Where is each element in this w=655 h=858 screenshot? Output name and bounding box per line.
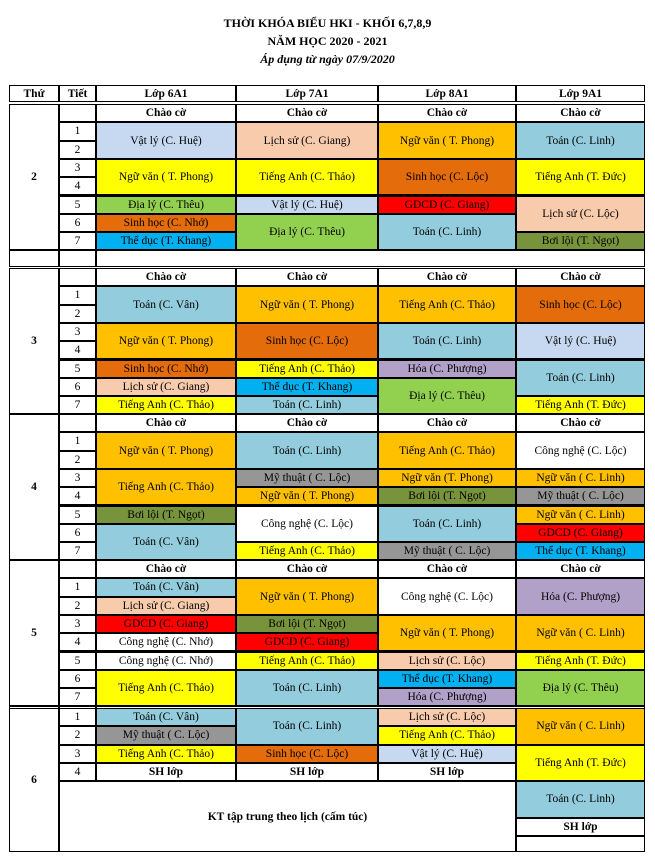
subject-cell: GDCD (C. Giang) <box>378 196 516 214</box>
period-number: 2 <box>59 451 96 469</box>
subject-cell: Địa lý (C. Thêu) <box>378 378 516 415</box>
subject-cell: Công nghệ (C. Lộc) <box>236 506 378 543</box>
subject-cell: Ngữ văn ( T. Phong) <box>236 487 378 505</box>
subject-cell: Thể dục (T. Khang) <box>516 542 645 560</box>
subject-cell: Vật lý (C. Huệ) <box>96 122 236 159</box>
subject-cell: Ngữ văn ( C. Linh) <box>516 615 645 652</box>
period-number: 1 <box>59 578 96 596</box>
spacer-cell <box>59 250 96 267</box>
salute-cell: Chào cờ <box>236 104 378 122</box>
period-cell <box>59 268 96 286</box>
subject-cell: GDCD (C. Giang) <box>236 633 378 651</box>
subject-cell: Ngữ văn ( T. Phong) <box>96 432 236 469</box>
period-number: 4 <box>59 487 96 505</box>
subject-cell: Toán (C. Linh) <box>236 708 378 745</box>
subject-cell: Mỹ thuật ( C. Lộc) <box>236 469 378 487</box>
period-number: 1 <box>59 122 96 140</box>
subject-cell: Lịch sử (C. Lộc) <box>378 708 516 726</box>
salute-cell: Chào cờ <box>516 414 645 432</box>
subject-cell: Toán (C. Vân) <box>96 708 236 726</box>
period-number: 6 <box>59 670 96 688</box>
period-number: 1 <box>59 286 96 304</box>
subject-cell: Tiếng Anh (C. Thảo) <box>96 469 236 506</box>
period-number: 5 <box>59 506 96 524</box>
subject-cell: Sinh học (C. Lộc) <box>516 286 645 323</box>
subject-cell: Toán (C. Linh) <box>236 396 378 414</box>
subject-cell: Thể dục (T. Khang) <box>378 670 516 688</box>
subject-cell: Ngữ văn (T. Phong) <box>378 469 516 487</box>
subject-cell: Mỹ thuật ( C. Lộc) <box>516 487 645 505</box>
subject-cell: Tiếng Anh (T. Đức) <box>516 159 645 196</box>
period-number: 6 <box>59 214 96 232</box>
period-number: 3 <box>59 615 96 633</box>
day-label: 3 <box>9 268 59 414</box>
subject-cell: Ngữ văn ( C. Linh) <box>516 469 645 487</box>
period-number: 5 <box>59 652 96 670</box>
subject-cell: Tiếng Anh (C. Thảo) <box>96 745 236 763</box>
subject-cell: Mỹ thuật ( C. Lộc) <box>96 726 236 744</box>
subject-cell: Tiếng Anh (C. Thảo) <box>378 286 516 323</box>
subject-cell: Toán (C. Vân) <box>96 578 236 596</box>
spacer-cell <box>516 836 645 852</box>
subject-cell: Hóa (C. Phượng) <box>378 688 516 706</box>
salute-cell: Chào cờ <box>236 560 378 578</box>
subject-cell: Lịch sử (C. Giang) <box>96 378 236 396</box>
period-number: 7 <box>59 688 96 706</box>
school-year: NĂM HỌC 2020 - 2021 <box>267 34 388 48</box>
salute-cell: Chào cờ <box>378 104 516 122</box>
period-number: 7 <box>59 396 96 414</box>
salute-cell: Chào cờ <box>96 104 236 122</box>
subject-cell: Vật lý (C. Huệ) <box>378 745 516 763</box>
subject-cell: Tiếng Anh (C. Thảo) <box>378 432 516 469</box>
period-number: 6 <box>59 524 96 542</box>
salute-cell: Chào cờ <box>378 414 516 432</box>
subject-cell: Bơi lội (T. Ngọt) <box>96 506 236 524</box>
subject-cell: Toán (C. Linh) <box>236 432 378 469</box>
subject-cell: GDCD (C. Giang) <box>96 615 236 633</box>
subject-cell: Ngữ văn ( T. Phong) <box>378 122 516 159</box>
header-class-7a1: Lớp 7A1 <box>236 85 378 102</box>
subject-cell: Ngữ văn ( T. Phong) <box>96 323 236 360</box>
salute-cell: Chào cờ <box>96 414 236 432</box>
subject-cell: Bơi lội (T. Ngọt) <box>516 232 645 250</box>
period-number: 4 <box>59 633 96 651</box>
period-cell <box>59 560 96 578</box>
subject-cell: Sinh học (C. Lộc) <box>236 323 378 360</box>
subject-cell: Toán (C. Linh) <box>378 214 516 251</box>
subject-cell: Toán (C. Linh) <box>516 781 645 818</box>
subject-cell: SH lớp <box>516 818 645 836</box>
header-period: Tiết <box>59 85 96 102</box>
subject-cell: Lịch sử (C. Giang) <box>236 122 378 159</box>
period-number: 3 <box>59 159 96 177</box>
header-class-9a1: Lớp 9A1 <box>516 85 645 102</box>
subject-cell: Sinh học (C. Nhớ) <box>96 360 236 378</box>
salute-cell: Chào cờ <box>96 560 236 578</box>
period-number: 3 <box>59 745 96 763</box>
period-number: 5 <box>59 196 96 214</box>
subject-cell: Tiếng Anh (T. Đức) <box>516 745 645 782</box>
subject-cell: Ngữ văn ( T. Phong) <box>378 615 516 652</box>
subject-cell: Tiếng Anh (C. Thảo) <box>378 726 516 744</box>
subject-cell: Toán (C. Vân) <box>96 524 236 561</box>
subject-cell: Lịch sử (C. Lộc) <box>378 652 516 670</box>
salute-cell: Chào cờ <box>236 268 378 286</box>
salute-cell: Chào cờ <box>378 268 516 286</box>
period-number: 7 <box>59 232 96 250</box>
period-number: 2 <box>59 726 96 744</box>
subject-cell: SH lớp <box>236 763 378 781</box>
salute-cell: Chào cờ <box>378 560 516 578</box>
subject-cell: Sinh học (C. Lộc) <box>236 745 378 763</box>
subject-cell: Toán (C. Linh) <box>378 323 516 360</box>
subject-cell: Hóa (C. Phượng) <box>378 360 516 378</box>
subject-cell: Sinh học (C. Lộc) <box>378 159 516 196</box>
subject-cell: Tiếng Anh (C. Thảo) <box>236 542 378 560</box>
period-number: 7 <box>59 542 96 560</box>
subject-cell: Lịch sử (C. Lộc) <box>516 196 645 233</box>
subject-cell: Ngữ văn ( C. Linh) <box>516 506 645 524</box>
subject-cell: Sinh học (C. Nhớ) <box>96 214 236 232</box>
subject-cell: Toán (C. Linh) <box>236 670 378 707</box>
subject-cell: Công nghệ (C. Nhớ) <box>96 652 236 670</box>
kt-note: KT tập trung theo lịch (cấm túc) <box>59 781 516 852</box>
subject-cell: Toán (C. Linh) <box>378 506 516 543</box>
salute-cell: Chào cờ <box>236 414 378 432</box>
subject-cell: Địa lý (C. Thêu) <box>236 214 378 251</box>
session-divider <box>59 651 645 653</box>
applied-date: Áp dụng từ ngày 07/9/2020 <box>260 52 395 66</box>
day-label: 5 <box>9 560 59 706</box>
salute-cell: Chào cờ <box>96 268 236 286</box>
period-number: 2 <box>59 597 96 615</box>
subject-cell: Vật lý (C. Huệ) <box>516 323 645 360</box>
subject-cell: Toán (C. Linh) <box>516 360 645 397</box>
session-divider <box>59 505 645 507</box>
period-number: 2 <box>59 141 96 159</box>
subject-cell: Tiếng Anh (C. Thảo) <box>236 159 378 196</box>
header-day: Thứ <box>9 85 59 102</box>
period-number: 1 <box>59 708 96 726</box>
period-cell <box>59 414 96 432</box>
subject-cell: Công nghệ (C. Lộc) <box>516 432 645 469</box>
period-number: 4 <box>59 341 96 359</box>
subject-cell: Thể dục (T. Khang) <box>236 378 378 396</box>
subject-cell: Mỹ thuật ( C. Lộc) <box>378 542 516 560</box>
session-divider <box>59 359 645 361</box>
subject-cell: Ngữ văn ( T. Phong) <box>236 578 378 615</box>
subject-cell: Tiếng Anh (C. Thảo) <box>236 360 378 378</box>
subject-cell: Tiếng Anh (C. Thảo) <box>96 396 236 414</box>
salute-cell: Chào cờ <box>516 560 645 578</box>
header-class-6a1: Lớp 6A1 <box>96 85 236 102</box>
salute-cell: Chào cờ <box>516 104 645 122</box>
subject-cell: Toán (C. Linh) <box>516 122 645 159</box>
header-class-8a1: Lớp 8A1 <box>378 85 516 102</box>
period-number: 1 <box>59 432 96 450</box>
spacer-cell <box>9 250 59 267</box>
day-label: 2 <box>9 104 59 250</box>
period-number: 2 <box>59 305 96 323</box>
subject-cell: Ngữ văn ( C. Linh) <box>516 708 645 745</box>
subject-cell: Hóa (C. Phượng) <box>516 578 645 615</box>
session-divider <box>59 195 645 197</box>
period-number: 6 <box>59 378 96 396</box>
subject-cell: SH lớp <box>96 763 236 781</box>
subject-cell: Công nghệ (C. Nhớ) <box>96 633 236 651</box>
subject-cell: Địa lý (C. Thêu) <box>516 670 645 707</box>
subject-cell: Công nghệ (C. Lộc) <box>378 578 516 615</box>
subject-cell: Ngữ văn ( T. Phong) <box>236 286 378 323</box>
document-title: THỜI KHÓA BIỂU HKI - KHỐI 6,7,8,9 <box>223 16 432 30</box>
period-cell <box>59 104 96 122</box>
day-label: 6 <box>9 708 59 852</box>
period-number: 4 <box>59 177 96 195</box>
subject-cell: Ngữ văn ( T. Phong) <box>96 159 236 196</box>
period-number: 3 <box>59 323 96 341</box>
period-number: 4 <box>59 763 96 781</box>
subject-cell: Vật lý (C. Huệ) <box>236 196 378 214</box>
period-number: 5 <box>59 360 96 378</box>
subject-cell: Bơi lội (T. Ngọt) <box>378 487 516 505</box>
subject-cell: Địa lý (C. Thêu) <box>96 196 236 214</box>
subject-cell: Tiếng Anh (C. Thảo) <box>236 652 378 670</box>
subject-cell: GDCD (C. Giang) <box>516 524 645 542</box>
subject-cell: Toán (C. Vân) <box>96 286 236 323</box>
day-label: 4 <box>9 414 59 560</box>
period-number: 3 <box>59 469 96 487</box>
subject-cell: Lịch sử (C. Giang) <box>96 597 236 615</box>
subject-cell: Tiếng Anh (T. Đức) <box>516 396 645 414</box>
subject-cell: Tiếng Anh (T. Đức) <box>516 652 645 670</box>
subject-cell: Bơi lội (T. Ngọt) <box>236 615 378 633</box>
salute-cell: Chào cờ <box>516 268 645 286</box>
subject-cell: Thể dục (T. Khang) <box>96 232 236 250</box>
subject-cell: Tiếng Anh (C. Thảo) <box>96 670 236 707</box>
spacer-cell <box>96 250 645 267</box>
subject-cell: SH lớp <box>378 763 516 781</box>
